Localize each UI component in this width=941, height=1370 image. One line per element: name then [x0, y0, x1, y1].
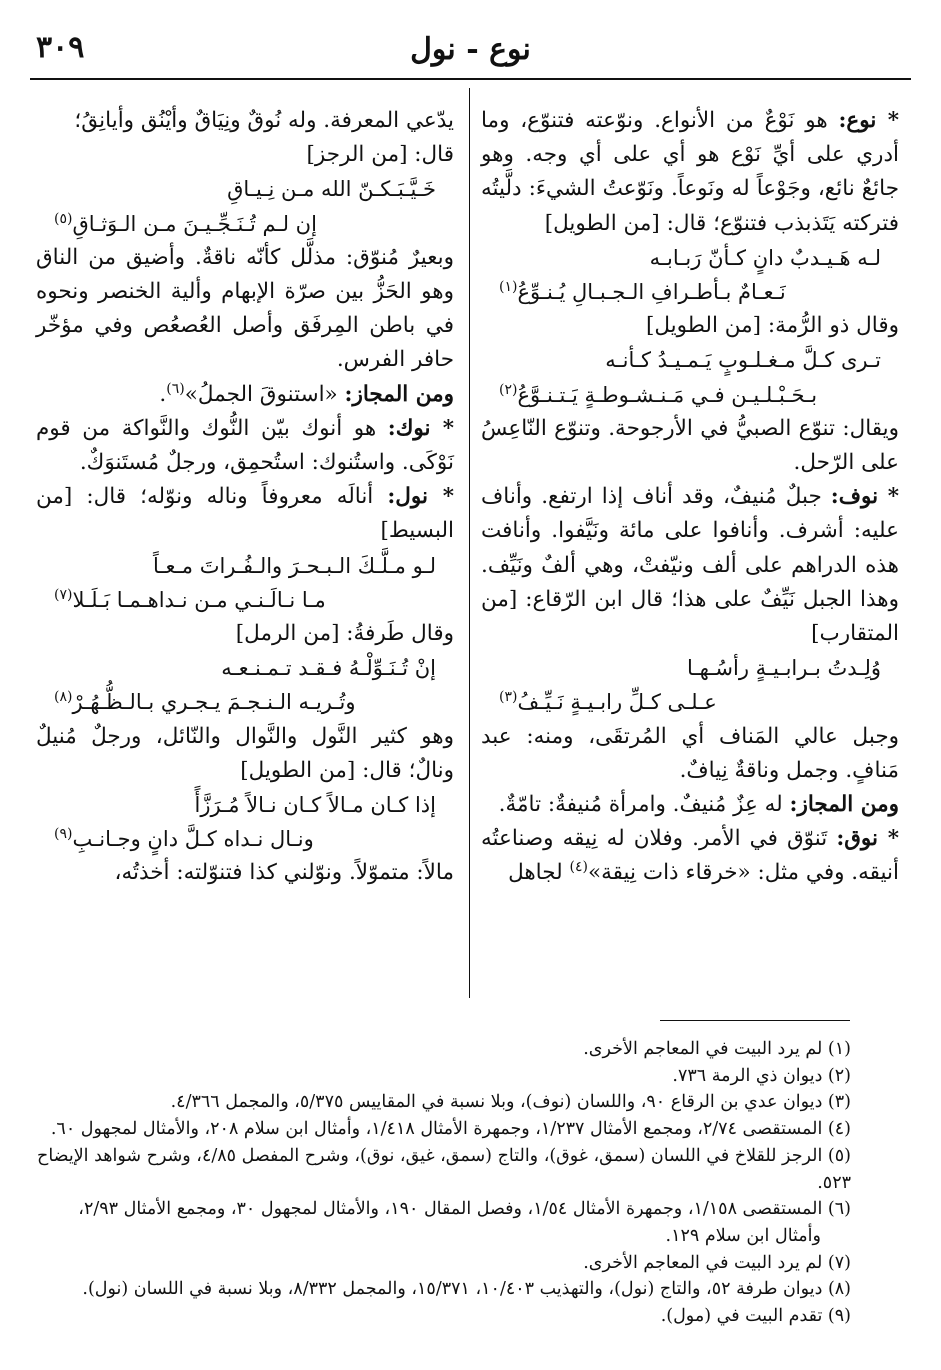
verse-hemistich: ونـال نـداه كـلَّ دانٍ وجـانـبِ$^{(٩)}$: [54, 826, 314, 852]
footnote-ref: (٤): [569, 859, 588, 876]
majaz-paragraph: ومن المجاز: له عِزٌ مُنيفٌ. وامرأة مُنيفةٌ: تامّةٌ.: [498, 792, 899, 818]
verse-hemistich: خَـيَّـبَـكـنّ الله مـن نِـيـاقِ: [227, 177, 436, 202]
verse: [36, 788, 454, 856]
entry-headword: * نوك:: [387, 415, 454, 441]
paragraph: وقال ذو الرُّمة: [من الطويل]: [646, 313, 899, 339]
verse: [481, 651, 899, 719]
footnote-rule: [660, 1020, 850, 1021]
entry-naw: * نوع: هو نَوْعٌ من الأنواع. ونوّعته فتنوّع، وما أدري على أيِّ نَوْع هو أي على أي وجه. وهو جائعٌ نائع، وجَوْعاً له ونَوعاً. ونَوّعتُ الشيءَ: دلَّيتُه فتركته يَتَذبذب فتنوّع؛ قال: [من الطويل]: [481, 108, 899, 236]
verse-hemistich: إذا كـان مـالاً كـان نـالاً مُـرَزَّأً: [194, 793, 436, 818]
footnote-ref: (٥): [54, 210, 73, 227]
paragraph: وبعيرٌ مُنوّق: مذلَّل كأنّه ناقةٌ. وأضيق من الناق وهو الحَزُّ بين صرّة الإبهام وألية الخنصر ونحوه في باطن المِرفَق وأصل العُصعُص وفي مؤخّر حافر الفرس.: [36, 244, 454, 373]
footnote: (٨) ديوان طرفة ٥٢، والتاج (نول)، والتهذيب ١٠/٤٠٣، ١٥/٣٧١، والمجمل ٨/٣٣٢، وبلا نسبة في اللسان (نول).: [82, 1279, 851, 1300]
verse: [481, 241, 899, 309]
footnote-ref: (٧): [54, 586, 73, 603]
right-column: [481, 104, 899, 891]
verse: [36, 172, 454, 240]
footnote: (١) لم يرد البيت في المعاجم الأخرى.: [583, 1039, 851, 1059]
verse: [36, 549, 454, 617]
paragraph: يدّعي المعرفة. وله نُوقٌ ونِيَاقٌ وأيْنُق وأيانِقُ؛: [74, 108, 454, 133]
footnote-ref: (١): [499, 279, 518, 296]
verse-hemistich: وُلِـدتُ بـرابـيـةٍ رأسُـهـا: [687, 656, 881, 681]
paragraph: قال: [من الرجز]: [306, 142, 454, 168]
verse-hemistich: إنْ تُـنَـوِّلْـهُ فـقـد تـمـنـعـه: [221, 656, 436, 681]
entry-nawf: * نوف: جبلٌ مُنيفٌ، وقد أناف إذا ارتفع. وأناف عليه: أشرف. وأنافوا على مائة ونَيَّفوا. وأنافت هذه الدراهم على ألف ونيّفتْ، وهي ألفٌ ونَيِّف. وهذا الجبل نَيِّفٌ على هذا؛ قال ابن الرّقاع: [من المتقارب]: [481, 484, 899, 647]
footnote-ref: (٨): [54, 689, 73, 706]
verse-hemistich: مـا نـالَـنـي مـن نـداهـمـا بَـلَـلا$^{(٧)}$: [54, 586, 326, 612]
column-divider: [469, 88, 470, 998]
footnote: (٦) المستقصى ١/١٥٨، وجمهرة الأمثال ١/٥٤، وفصل المقال ١٩٠، والأمثال لمجهول ٣٠، ومجمع الأمثال ٢/٩٣،: [78, 1199, 851, 1220]
paragraph: مالاً: متموّلاً. ونوّلني كذا فتنوّلته: أخذتُه،: [114, 860, 454, 886]
verse-hemistich: بـحَـبْـلـيـن فـي مَـنـشـوطـةٍ يَـتـنـوَّعُ$^{(٢)}$: [499, 381, 818, 407]
footnote: (٢) ديوان ذي الرمة ٧٣٦.: [672, 1065, 851, 1086]
footnote: (٥) الرجز للقلاخ في اللسان (سمق، غوق)، والتاج (سمق، غيق، نوق)، وشرح المفصل ٤/٨٥، وشرح شواهد الإيضاح ٥٢٣.: [37, 1145, 851, 1193]
verse: [481, 343, 899, 411]
entry-nawk: * نوك: هو أنوك بيّن النُّوك والنَّواكة من قوم نَوْكَى. واستُنوك: استُحمِق، ورجلٌ مُستَنوَكٌ.: [36, 415, 454, 476]
verse-hemistich: وتُـريـه الـنـجـمَ يـجـري بـالـظُّـهُـرْ$^{(٨)}$: [54, 689, 356, 715]
entry-headword: * نول:: [387, 484, 454, 510]
entry-headword: * نوف:: [830, 484, 899, 510]
paragraph: وقال طَرفةُ: [من الرمل]: [235, 621, 454, 647]
verse-hemistich: عـلـى كـلِّ رابـيـةٍ نَـيِّـفُ$^{(٣)}$: [499, 689, 717, 715]
footnotes: [36, 1036, 851, 1330]
majaz-paragraph: ومن المجاز: «استنوقَ الجملُ»$^{(٦)}$.: [159, 380, 454, 407]
verse-hemistich: لـه هَـيـدبٌ دانٍ كـأنّ رَبـابـه: [649, 245, 881, 270]
entry-headword: * نوق:: [836, 826, 900, 852]
page-title: نوع - نول: [410, 32, 531, 67]
footnote: (٧) لم يرد البيت في المعاجم الأخرى.: [583, 1252, 851, 1273]
footnote: (٣) ديوان عدي بن الرقاع ٩٠، واللسان (نوف)، وبلا نسبة في المقاييس ٥/٣٧٥، والمجمل ٤/٣٦٦.: [170, 1092, 851, 1113]
majaz-label: ومن المجاز:: [789, 792, 899, 818]
verse-hemistich: تـرى كـلَّ مـغـلـوبٍ يَـمـيـدُ كـأنـه: [605, 348, 881, 373]
paragraph: وجبل عالي المَناف أي المُرتقَى، ومنه: عبد مَنافٍ. وجمل وناقةٌ نِيافٌ.: [481, 723, 899, 783]
entry-nawq: * نوق: تَنوّق في الأمر. وفلان له نِيقه وصناعتُه أنيقه. وفي مثل: «خرقاء ذات نِيقة»$^{(٤)}$ لجاهل: [481, 826, 900, 886]
verse-hemistich: إن لـم تُـنَـجِّـيـنَ مـن الـوَثـاقِ$^{(٥)}$: [54, 210, 317, 236]
footnote-ref: (٩): [54, 826, 73, 843]
footnote-ref: (٢): [499, 381, 518, 398]
page-header: [30, 26, 911, 80]
entry-nawl: * نول: أنالَه معروفاً وناله ونوّله؛ قال: [من البسيط]: [36, 484, 454, 544]
footnote: (٩) تقدم البيت في (مول).: [660, 1306, 851, 1327]
page-number: ٣٠٩: [36, 30, 85, 65]
footnote-ref: (٦): [166, 380, 185, 397]
majaz-label: ومن المجاز:: [344, 381, 454, 407]
entry-headword: * نوع:: [838, 108, 899, 133]
left-column: [36, 104, 454, 891]
verse-hemistich: لـو مـلَّـكَ الـبـحـرَ والـفُـراتَ مـعـاً: [152, 553, 436, 578]
footnote-continuation: وأمثال ابن سلام ١٢٩.: [665, 1225, 821, 1246]
footnote: (٤) المستقصى ٢/٧٤، ومجمع الأمثال ١/٢٣٧، وجمهرة الأمثال ١/٤١٨، وأمثال ابن سلام ٢٠٨، والأمثال لمجهول ٦٠.: [50, 1119, 851, 1140]
verse-hemistich: نَـعـامٌ بـأطـرافِ الـجـبـالِ يُـنـوِّعُ$^{(١)}$: [499, 279, 786, 305]
verse: [36, 651, 454, 719]
footnote-ref: (٣): [499, 689, 518, 706]
paragraph: ويقال: تنوّع الصبيُّ في الأرجوحة. وتنوّع النّاعِسُ على الرّحل.: [481, 415, 899, 476]
paragraph: وهو كثير النَّول والنَّوال والنّائل، ورجلٌ مُنيلٌ ونالٌ؛ قال: [من الطويل]: [36, 723, 454, 783]
